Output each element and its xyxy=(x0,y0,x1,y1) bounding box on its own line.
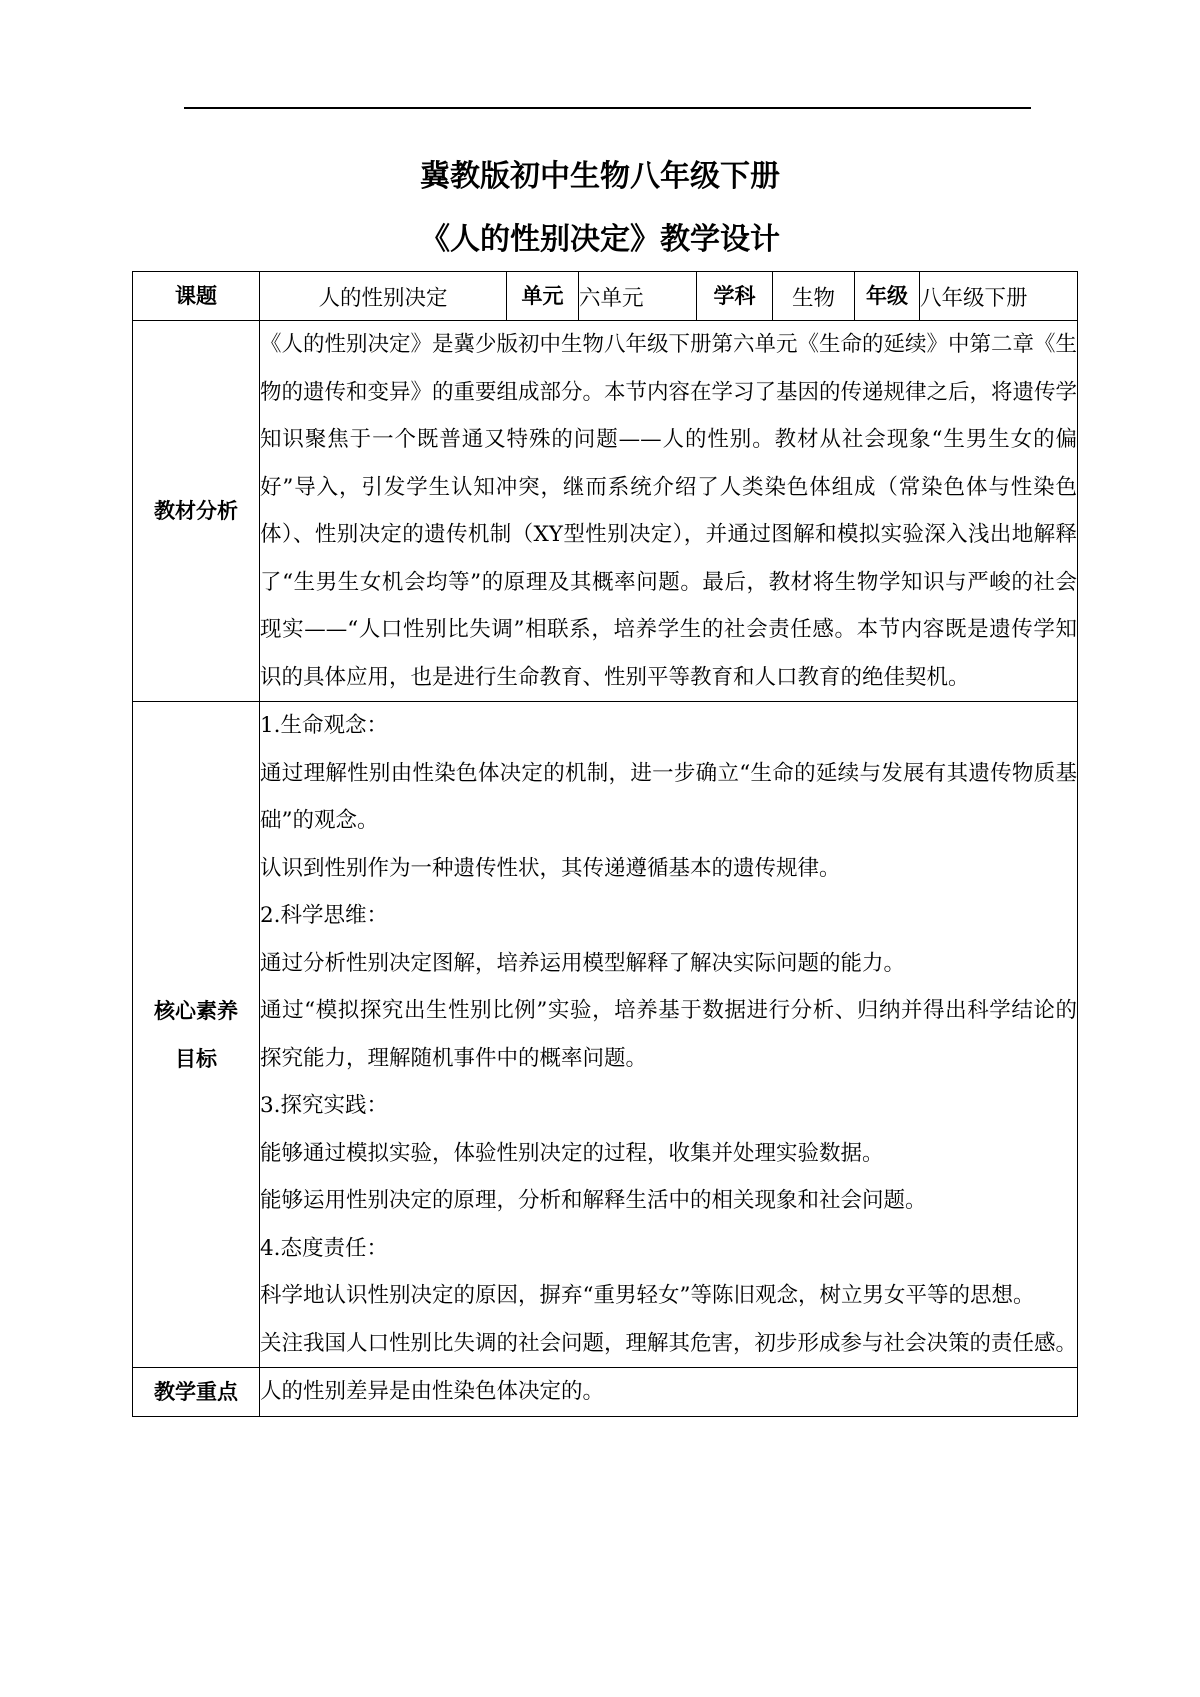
goal-heading: 4.态度责任： xyxy=(260,1235,389,1261)
key-point-text: 人的性别差异是由性染色体决定的。 xyxy=(260,1368,1078,1417)
goals-row xyxy=(133,702,1078,1368)
header-row xyxy=(133,272,1078,321)
unit-label: 单元 xyxy=(507,272,579,321)
goal-item: 通过理解性别由性染色体决定的机制，进一步确立“生命的延续与发展有其遗传物质基础”的观念。 xyxy=(260,760,1077,833)
topic-value: 人的性别决定 xyxy=(260,272,507,321)
goal-item: 认识到性别作为一种遗传性状，其传递遵循基本的遗传规律。 xyxy=(260,855,841,881)
goal-heading: 1.生命观念： xyxy=(260,713,389,738)
goal-heading: 2.科学思维： xyxy=(260,903,389,928)
subject-value: 生物 xyxy=(773,272,855,321)
goal-item: 能够运用性别决定的原理，分析和解释生活中的相关现象和社会问题。 xyxy=(260,1188,927,1213)
document-title: 冀教版初中生物八年级下册 xyxy=(420,159,780,194)
key-point-row xyxy=(133,1368,1078,1417)
analysis-label: 教材分析 xyxy=(133,321,260,702)
goals-label-line1: 核心素养 xyxy=(154,998,238,1023)
goal-item: 通过分析性别决定图解，培养运用模型解释了解决实际问题的能力。 xyxy=(260,950,906,976)
analysis-row xyxy=(133,321,1078,702)
unit-value: 六单元 xyxy=(579,272,697,321)
key-point-label: 教学重点 xyxy=(133,1368,260,1417)
lesson-plan-table xyxy=(132,271,1078,1417)
document-subtitle: 《人的性别决定》教学设计 xyxy=(420,222,780,257)
goal-item: 能够通过模拟实验，体验性别决定的过程，收集并处理实验数据。 xyxy=(260,1140,884,1166)
goals-label xyxy=(133,702,260,1368)
topic-label: 课题 xyxy=(133,272,260,321)
analysis-text: 《人的性别决定》是冀少版初中生物八年级下册第六单元《生命的延续》中第二章《生物的遗传和变异》的重要组成部分。本节内容在学习了基因的传递规律之后，将遗传学知识聚焦于一个既普通又特殊的问题——人的性别。教材从社会现象“生男生女的偏好”导入，引发学生认知冲突，继而系统介绍了人类染色体组成（常染色体与性染色体）、性别决定的遗传机制（XY型性别决定），并通过图解和模拟实验深入浅出地解释了“生男生女机会均等”的原理及其概率问题。最后，教材将生物学知识与严峻的社会现实——“人口性别比失调”相联系，培养学生的社会责任感。本节内容既是遗传学知识的具体应用，也是进行生命教育、性别平等教育和人口教育的绝佳契机。 xyxy=(260,321,1078,702)
subject-label: 学科 xyxy=(697,272,773,321)
grade-label: 年级 xyxy=(855,272,920,321)
goals-label-line2: 目标 xyxy=(175,1046,217,1071)
goal-heading: 3.探究实践： xyxy=(260,1093,389,1118)
goals-text xyxy=(260,702,1078,1368)
goal-item: 科学地认识性别决定的原因，摒弃“重男轻女”等陈旧观念，树立男女平等的思想。 xyxy=(260,1283,1035,1308)
goal-item: 通过“模拟探究出生性别比例”实验，培养基于数据进行分析、归纳并得出科学结论的探究能力，理解随机事件中的概率问题。 xyxy=(260,998,1077,1071)
header-rule xyxy=(184,107,1031,109)
grade-value: 八年级下册 xyxy=(920,272,1078,321)
goal-item: 关注我国人口性别比失调的社会问题，理解其危害，初步形成参与社会决策的责任感。 xyxy=(260,1330,1078,1356)
